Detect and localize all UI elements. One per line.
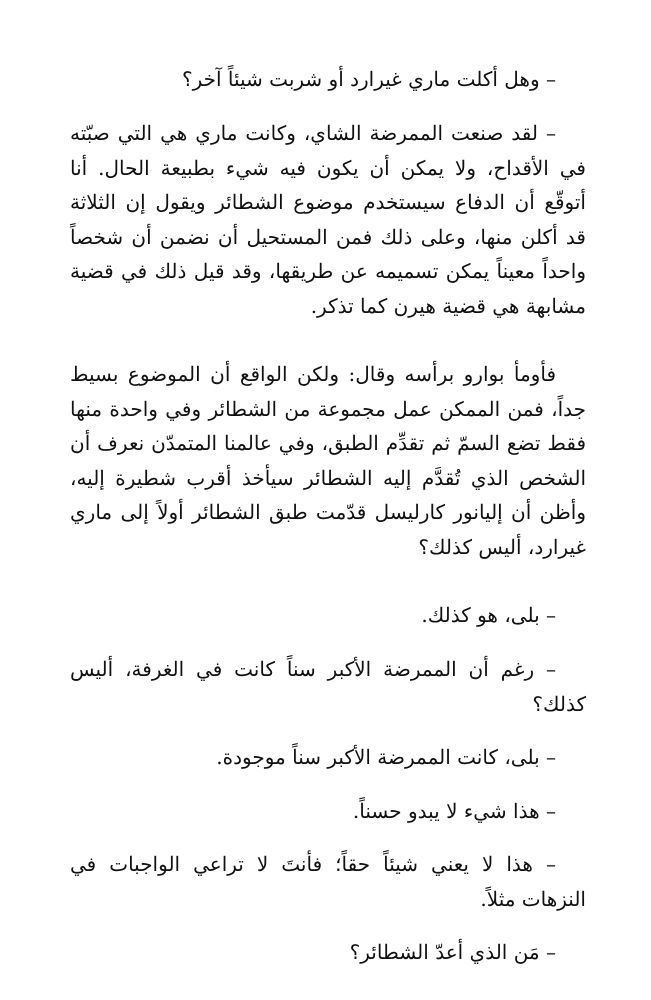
- dialogue-paragraph: – وهل أكلت ماري غيرارد أو شربت شيئاً آخر؟: [181, 67, 556, 91]
- dialogue-paragraph: – لقد صنعت الممرضة الشاي، وكانت ماري هي التي صبّته في الأقداح، ولا يمكن أن يكون فيه شيء بطبيعة الحال. أنا أتوقّع أن الدفاع سيستخدم موضوع الشطائر ويقول إن الثلاثة قد أكلن منها، وعلى ذلك فمن المستحيل أن نضمن أن شخصاً واحداً معيناً يمكن تسميمه عن طريقها، وقد قيل ذلك في قضية مشابهة هي قضية هيرن كما تذكر.: [70, 121, 586, 318]
- dialogue-paragraph: – هذا لا يعني شيئاً حقاً؛ فأنتَ لا تراعي الواجبات في النزهات مثلاً.: [70, 852, 586, 911]
- dialogue-paragraph: – مَن الذي أعدّ الشطائر؟: [349, 940, 556, 964]
- dialogue-paragraph: – هذا شيء لا يبدو حسناً.: [352, 799, 556, 823]
- dialogue-paragraph: – بلى، هو كذلك.: [421, 603, 556, 627]
- book-page: [70, 0, 586, 1000]
- narrative-paragraph: فأومأ بوارو برأسه وقال: ولكن الواقع أن الموضوع بسيط جداً، فمن الممكن عمل مجموعة من الشطائر وفي واحدة منها فقط تضع السمّ ثم تقدِّم الطبق، وفي عالمنا المتمدّن نعرف أن الشخص الذي تُقدَّم إليه الشطائر سيأخذ أقرب شطيرة إليه، وأظن أن إليانور كارليسل قدّمت طبق الشطائر أولاً إلى ماري غيرارد، أليس كذلك؟: [70, 362, 586, 559]
- dialogue-paragraph: – رغم أن الممرضة الأكبر سناً كانت في الغرفة، أليس كذلك؟: [70, 657, 586, 716]
- dialogue-paragraph: – بلى، كانت الممرضة الأكبر سناً موجودة.: [216, 745, 556, 769]
